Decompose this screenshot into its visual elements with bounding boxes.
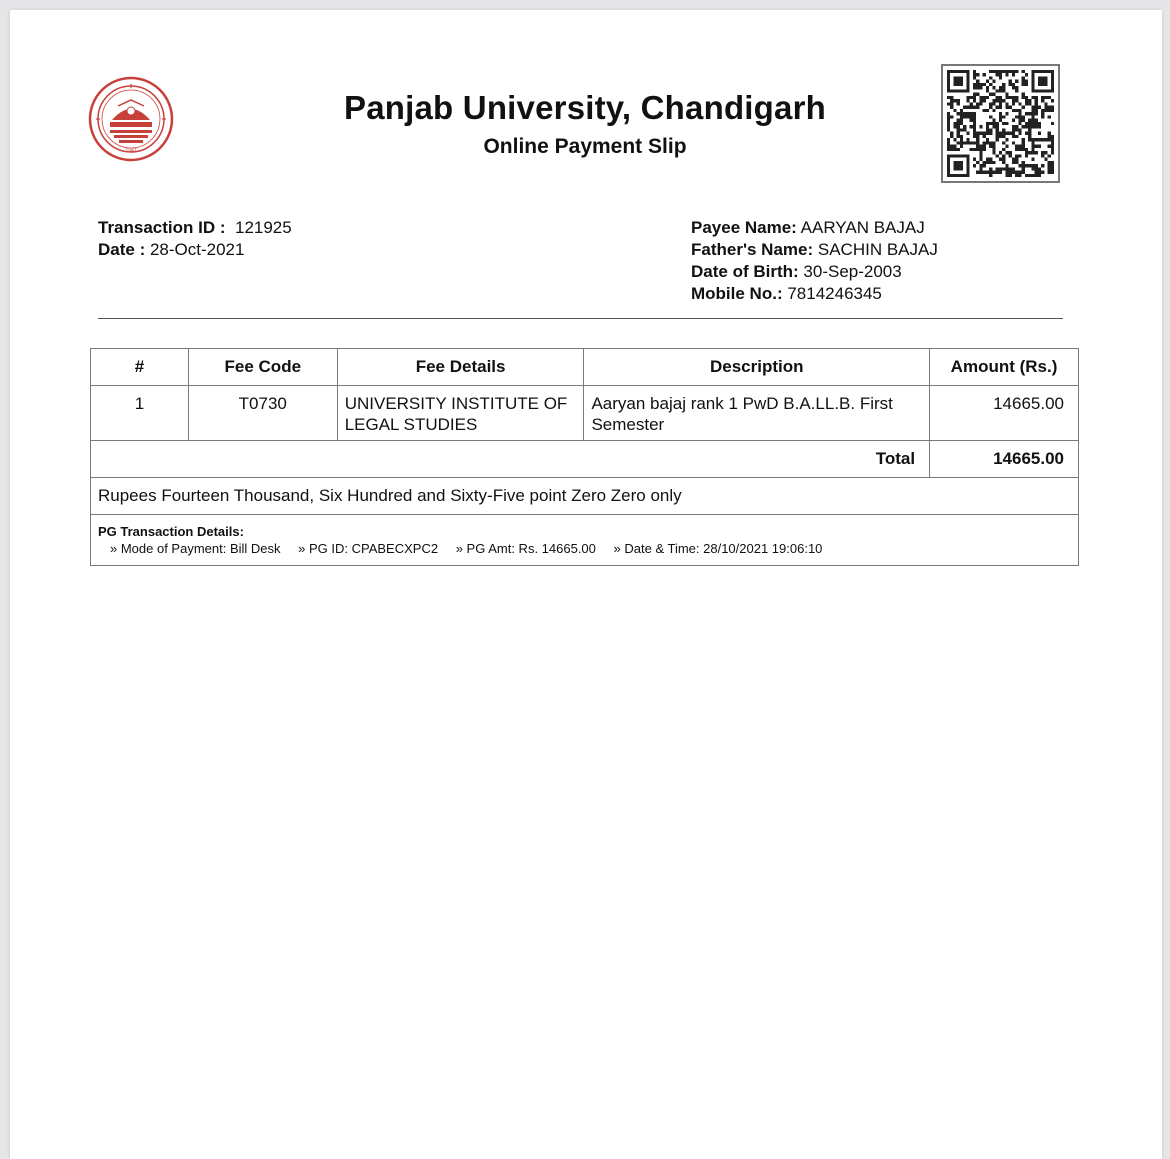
column-header-description: Description xyxy=(584,349,930,386)
mobile-value: 7814246345 xyxy=(787,284,882,303)
pg-date-time: » Date & Time: 28/10/2021 19:06:10 xyxy=(613,541,823,556)
amount-in-words: Rupees Fourteen Thousand, Six Hundred and Sixty-Five point Zero Zero only xyxy=(91,478,1079,515)
transaction-id-line xyxy=(98,217,292,239)
dob-line xyxy=(691,261,938,283)
payee-name-label: Payee Name: xyxy=(691,218,797,237)
fee-table-header-row xyxy=(91,349,1079,386)
column-header-fee-code: Fee Code xyxy=(188,349,337,386)
mobile-line xyxy=(691,283,938,305)
qr-code-icon xyxy=(941,64,1060,183)
transaction-date-value: 28-Oct-2021 xyxy=(149,240,245,259)
payee-name-value: AARYAN BAJAJ xyxy=(800,218,925,237)
fee-table xyxy=(90,348,1079,566)
dob-label: Date of Birth: xyxy=(691,262,799,281)
mobile-label: Mobile No.: xyxy=(691,284,783,303)
total-label: Total xyxy=(91,441,930,478)
column-header-amount: Amount (Rs.) xyxy=(930,349,1079,386)
column-header-number: # xyxy=(91,349,189,386)
amount-in-words-row xyxy=(91,478,1079,515)
pg-id: » PG ID: CPABECXPC2 xyxy=(298,541,439,556)
total-value: 14665.00 xyxy=(930,441,1079,478)
table-row xyxy=(91,386,1079,441)
row-amount: 14665.00 xyxy=(930,386,1079,441)
transaction-info xyxy=(98,217,292,261)
father-name-value: SACHIN BAJAJ xyxy=(817,240,938,259)
total-row xyxy=(91,441,1079,478)
pg-mode-of-payment: » Mode of Payment: Bill Desk xyxy=(110,541,281,556)
pg-amount: » PG Amt: Rs. 14665.00 xyxy=(455,541,596,556)
row-number: 1 xyxy=(91,386,189,441)
page-title: Panjab University, Chandigarh xyxy=(344,89,826,126)
father-name-label: Father's Name: xyxy=(691,240,814,259)
transaction-date-label: Date : xyxy=(98,240,146,259)
transaction-id-value: 121925 xyxy=(234,218,292,237)
row-fee-code: T0730 xyxy=(188,386,337,441)
page-subtitle: Online Payment Slip xyxy=(483,135,687,158)
pg-details-items xyxy=(98,540,1071,557)
row-description: Aaryan bajaj rank 1 PwD B.A.LL.B. First Semester xyxy=(584,386,930,441)
transaction-id-label: Transaction ID : xyxy=(98,218,226,237)
transaction-date-line xyxy=(98,239,292,261)
father-name-line xyxy=(691,239,938,261)
dob-value: 30-Sep-2003 xyxy=(803,262,902,281)
column-header-fee-details: Fee Details xyxy=(337,349,584,386)
divider xyxy=(98,318,1063,319)
payee-name-line xyxy=(691,217,938,239)
pg-details-row xyxy=(91,515,1079,566)
pg-details-title: PG Transaction Details: xyxy=(98,524,244,539)
payment-slip-page xyxy=(10,10,1162,1159)
row-fee-details: UNIVERSITY INSTITUTE OF LEGAL STUDIES xyxy=(337,386,584,441)
pg-details-cell xyxy=(91,515,1079,566)
payee-info xyxy=(691,217,938,305)
seal-year-text: 1947 xyxy=(125,148,137,154)
